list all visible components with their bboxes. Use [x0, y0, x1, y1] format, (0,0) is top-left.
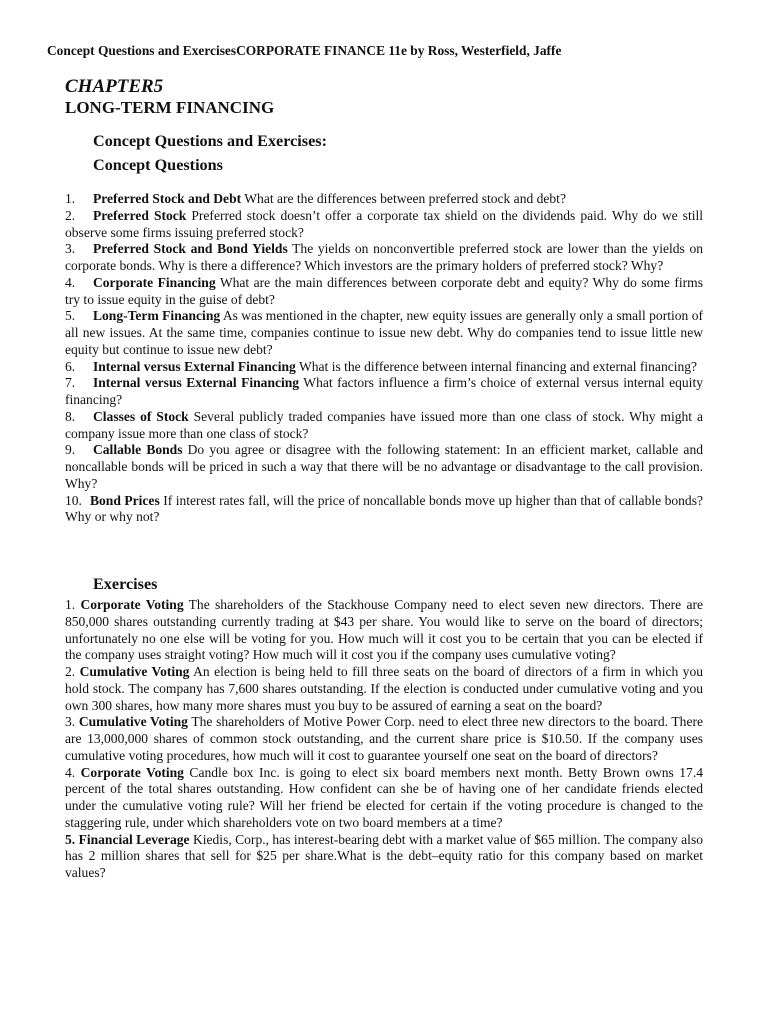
question-text: What are the main differences between corporate debt and equity? Why do some firms try to issue equity in the guise of debt? [65, 274, 703, 307]
question-number: 8. [65, 408, 76, 424]
concept-question [65, 375, 703, 409]
question-title: Preferred Stock [93, 207, 187, 223]
concept-question [65, 493, 703, 527]
chapter-subtitle: LONG-TERM FINANCING [65, 98, 275, 117]
exercise-number: 3. [65, 714, 76, 730]
question-text: Preferred stock doesn’t offer a corporate tax shield on the dividends paid. Why do we still observe some firms issuing preferred stock? [65, 207, 703, 240]
exercises-title: Exercises [93, 575, 158, 593]
question-title: Callable Bonds [93, 442, 183, 458]
question-text: Several publicly traded companies have issued more than one class of stock. Why might a company issue more than one class of stock? [65, 408, 703, 441]
exercise-text: The shareholders of the Stackhouse Company need to elect seven new directors. There are 850,000 shares outstanding currently trading at $43 per share. You would like to serve on the board of directors; unfortunately no one else will be voting for you. How much will it cost you to be certain that you can be elected if the company uses straight voting? How much will it cost you if the company uses cumulative voting? [65, 597, 703, 663]
exercise-title: Corporate Voting [80, 597, 184, 612]
question-text: What are the differences between preferred stock and debt? [241, 191, 566, 206]
question-title: Internal versus External Financing [93, 375, 300, 391]
section-subtitle: Concept Questions [93, 156, 223, 174]
concept-questions-list [65, 191, 703, 526]
question-text: As was mentioned in the chapter, new equity issues are generally only a small portion of all new issues. At the same time, companies continue to issue new debt. Why do companies tend to issue little new equity but continue to issue new debt? [65, 308, 703, 357]
exercise-item [65, 765, 703, 832]
question-number: 2. [65, 207, 76, 223]
exercise-text: The shareholders of Motive Power Corp. need to elect three new directors to the board. There are 13,000,000 shares of common stock outstanding, and the current share price is $10.50. If the company uses cumulative voting procedures, how much will it cost to guarantee yourself one seat on the board of directors? [65, 714, 703, 763]
exercise-text: Kiedis, Corp., has interest-bearing debt with a market value of $65 million. The company also has 2 million shares that sell for $25 per share.What is the debt–equity ratio for this company based on market values? [65, 831, 703, 880]
exercise-number: 1. [65, 597, 76, 612]
question-text: The yields on nonconvertible preferred stock are lower than the yields on corporate bonds. Why is there a difference? Which investors are the primary holders of preferred stock? Why? [65, 241, 703, 273]
concept-question [65, 275, 703, 309]
exercise-item [65, 714, 703, 764]
question-text: What is the difference between internal financing and external financing? [295, 358, 698, 374]
question-title: Classes of Stock [93, 408, 189, 424]
exercise-title: Cumulative Voting [78, 714, 188, 730]
chapter-title: CHAPTER5 [65, 76, 164, 97]
question-number: 4. [65, 274, 76, 290]
exercise-number: 4. [65, 764, 76, 780]
question-title: Corporate Financing [93, 274, 216, 290]
question-text: Do you agree or disagree with the following statement: In an efficient market, callable and noncallable bonds will be priced in such a way that there will be no advantage or disadvantage to the call provision. Why? [65, 442, 703, 491]
exercise-title: Corporate Voting [80, 764, 184, 780]
question-number: 7. [65, 375, 76, 391]
question-number: 6. [65, 358, 76, 374]
exercise-number: 2. [65, 664, 76, 679]
question-title: Preferred Stock and Bond Yields [93, 241, 288, 257]
running-header: Concept Questions and ExercisesCORPORATE FINANCE 11e by Ross, Westerfield, Jaffe [47, 43, 562, 58]
question-number: 9. [65, 442, 76, 458]
concept-question [65, 191, 703, 208]
exercises-list [65, 597, 703, 882]
concept-question [65, 359, 703, 376]
exercise-text: An election is being held to fill three seats on the board of directors of a firm in which you hold stock. The company has 7,600 shares outstanding. If the election is conducted under cumulative voting and you own 300 shares, how many more shares must you buy to be assured of earning a seat on the board? [65, 664, 704, 713]
question-number: 10. [65, 492, 82, 508]
exercise-item [65, 664, 703, 714]
concept-question [65, 409, 703, 443]
exercise-text: Candle box Inc. is going to elect six board members next month. Betty Brown owns 17.4 percent of the total shares outstanding. How confident can she be of having one of her candidate friends elected under the cumulative voting rule? Will her friend be elected for certain if the voting procedure is changed to the staggering rule, under which shareholders vote on two board members at a time? [65, 764, 703, 830]
question-text: What factors influence a firm’s choice of external versus internal equity financing? [65, 375, 703, 407]
question-title: Bond Prices [90, 492, 160, 508]
exercise-number: 5. [65, 831, 76, 847]
question-text: If interest rates fall, will the price of noncallable bonds move up higher than that of callable bonds? Why or why not? [65, 492, 703, 525]
section-title: Concept Questions and Exercises: [93, 132, 327, 150]
question-title: Preferred Stock and Debt [93, 191, 242, 206]
concept-question [65, 442, 703, 492]
concept-question [65, 208, 703, 242]
question-title: Internal versus External Financing [93, 358, 296, 374]
concept-question [65, 241, 703, 275]
exercise-item [65, 832, 703, 882]
question-title: Long-Term Financing [93, 308, 221, 324]
concept-question [65, 308, 703, 358]
question-number: 1. [65, 191, 76, 206]
exercise-title: Financial Leverage [78, 831, 190, 847]
question-number: 3. [65, 241, 76, 257]
exercise-title: Cumulative Voting [79, 664, 190, 679]
exercise-item [65, 597, 703, 664]
question-number: 5. [65, 308, 76, 324]
